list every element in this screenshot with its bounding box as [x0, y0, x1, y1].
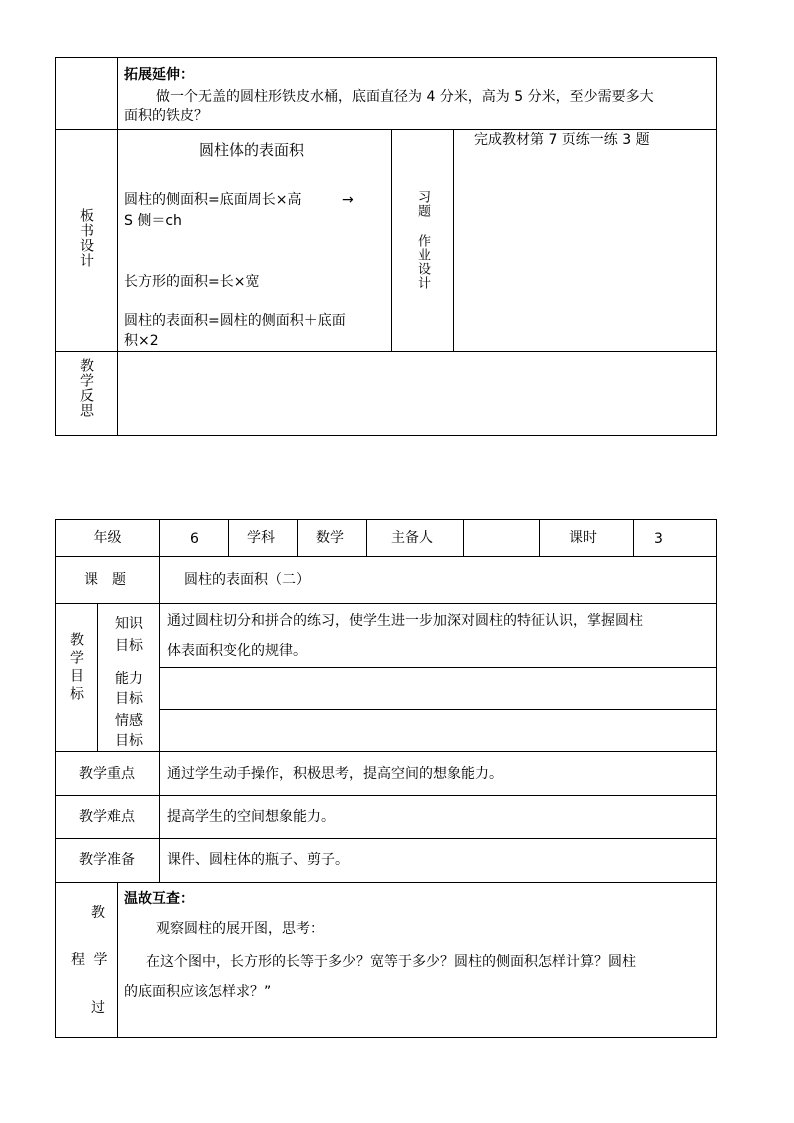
grade-label: 年级 [93, 530, 122, 546]
process-label-3: 过 [91, 1000, 105, 1016]
knowledge-goal-line1: 通过圆柱切分和拼合的练习，使学生进一步加深对圆柱的特征认识，掌握圆柱 [167, 613, 643, 629]
board-formula-short: S 侧＝ch [124, 213, 182, 229]
process-label-2: 程 学 [71, 952, 110, 968]
ability-label-1: 能力 [115, 671, 143, 687]
board-formula-rectangle: 长方形的面积=长×宽 [124, 274, 260, 290]
extension-question-line1: 做一个无盖的圆柱形铁皮水桶，底面直径为 4 分米，高为 5 分米，至少需要多大 [156, 89, 654, 105]
emotion-label-1: 情感 [115, 713, 143, 729]
emotion-label-2: 目标 [115, 733, 143, 749]
board-design-label: 板书设计 [78, 208, 94, 268]
difficulty-value: 提高学生的空间想象能力。 [167, 809, 335, 825]
review-line1: 观察圆柱的展开图，思考： [156, 921, 324, 937]
preparer-label: 主备人 [391, 530, 433, 546]
extension-title: 拓展延伸： [124, 67, 194, 83]
subject-value: 数学 [316, 530, 344, 546]
arrow-right-icon: → [342, 192, 354, 208]
key-point-value: 通过学生动手操作，积极思考，提高空间的想象能力。 [167, 766, 503, 782]
review-title: 温故互查： [124, 891, 194, 907]
homework-content: 完成教材第 7 页练一练 3 题 [474, 132, 650, 148]
knowledge-label-2: 目标 [115, 638, 143, 654]
board-formula-surface-2: 积×2 [124, 333, 159, 349]
objectives-label: 教学目标 [68, 632, 84, 704]
process-label-1: 教 [91, 905, 105, 921]
board-title: 圆柱体的表面积 [199, 141, 305, 159]
subject-label: 学科 [247, 530, 275, 546]
homework-design-label: 习题 作业设计 [415, 190, 430, 290]
review-line3: 的底面积应该怎样求？” [124, 984, 272, 1000]
knowledge-label-1: 知识 [115, 616, 143, 632]
preparation-value: 课件、圆柱体的瓶子、剪子。 [167, 852, 349, 868]
topic-value: 圆柱的表面积（二） [184, 572, 310, 588]
extension-question-line2: 面积的铁皮？ [124, 108, 208, 124]
board-formula-surface-1: 圆柱的表面积=圆柱的侧面积＋底面 [124, 313, 346, 329]
key-point-label: 教学重点 [79, 766, 135, 782]
reflection-label: 教学反思 [78, 358, 94, 418]
review-line2: 在这个图中，长方形的长等于多少？宽等于多少？圆柱的侧面积怎样计算？圆柱 [146, 954, 636, 970]
topic-label: 课 题 [84, 572, 126, 588]
grade-value: 6 [190, 531, 199, 547]
board-formula-lateral: 圆柱的侧面积=底面周长×高 [124, 192, 302, 208]
preparation-label: 教学准备 [79, 852, 135, 868]
difficulty-label: 教学难点 [79, 809, 135, 825]
ability-label-2: 目标 [115, 691, 143, 707]
period-value: 3 [654, 531, 663, 547]
period-label: 课时 [569, 530, 597, 546]
knowledge-goal-line2: 体表面积变化的规律。 [167, 643, 307, 659]
